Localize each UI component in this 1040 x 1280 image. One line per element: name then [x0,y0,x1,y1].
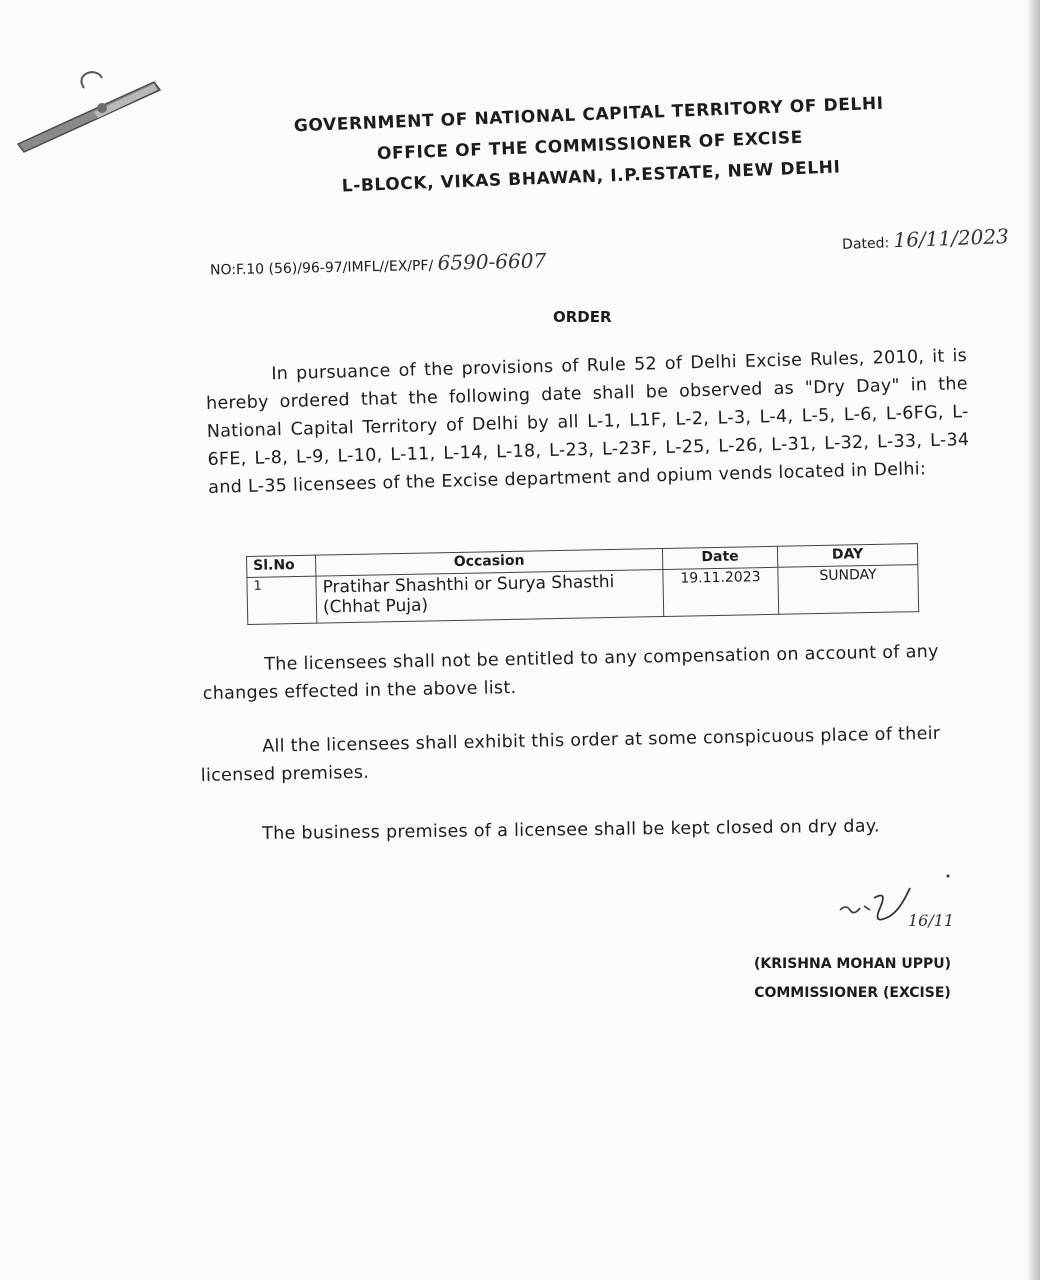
order-paragraph-text: In pursuance of the provisions of Rule 52 of Delhi Excise Rules, 2010, it is hereby ordered that the following date shall be observed as "Dry Day" in the National Capital Territory of Delhi by all L-1, L1F, L-2, L-3, L-4, L-5, L-6, L-6FG, L-6FE, L-8, L-9, L-10, L-11, L-14, L-18, L-23, L-23F, L-25, L-26, L-31, L-32, L-33, L-34 and L-35 licensees of the Excise department and opium vends located in Delhi: [205,346,970,498]
reference-printed: NO:F.10 (56)/96-97/IMFL//EX/PF/ [209,257,434,279]
signatory-name: (KRISHNA MOHAN UPPU) [753,956,952,972]
compensation-paragraph [202,637,965,708]
cell-date: 19.11.2023 [663,567,779,616]
exhibit-paragraph-text: All the licensees shall exhibit this order at some conspicuous place of their licensed premises. [200,723,941,786]
signatory-block [745,950,960,1008]
signatory-designation: COMMISSIONER (EXCISE) [754,985,951,1001]
cell-slno: 1 [247,576,317,624]
header-office: OFFICE OF THE COMMISSIONER OF EXCISE [376,127,804,165]
reference-number [210,248,547,279]
exhibit-paragraph [200,719,963,790]
signature-date: 16/11 [908,911,955,930]
closure-paragraph: The business premises of a licensee shall be kept closed on dry day. [262,816,880,844]
reference-handwritten: 6590-6607 [437,248,547,275]
dated-line [842,224,1010,254]
dry-day-table [246,543,919,625]
cell-occasion: Pratihar Shashthi or Surya Shasthi (Chhat Puja) [316,570,664,624]
dated-handwritten: 16/11/2023 [893,224,1010,253]
col-header-date: Date [662,546,777,569]
order-paragraph [205,342,970,502]
dated-label: Dated: [841,235,890,253]
col-header-slno: Sl.No [247,555,316,577]
header-address: L-BLOCK, VIKAS BHAWAN, I.P.ESTATE, NEW DELHI [341,157,841,197]
stapler-pin-icon [14,60,164,170]
page-edge-shadow [1028,0,1040,1280]
order-title: ORDER [553,308,612,326]
letterhead [248,87,931,206]
signature-scribble [830,870,970,940]
col-header-occasion: Occasion [315,549,662,577]
col-header-day: DAY [777,544,917,568]
header-government: GOVERNMENT OF NATIONAL CAPITAL TERRITORY OF DELHI [293,93,885,137]
cell-day: SUNDAY [778,565,919,615]
compensation-paragraph-text: The licensees shall not be entitled to any compensation on account of any changes effected in the above list. [202,641,939,704]
